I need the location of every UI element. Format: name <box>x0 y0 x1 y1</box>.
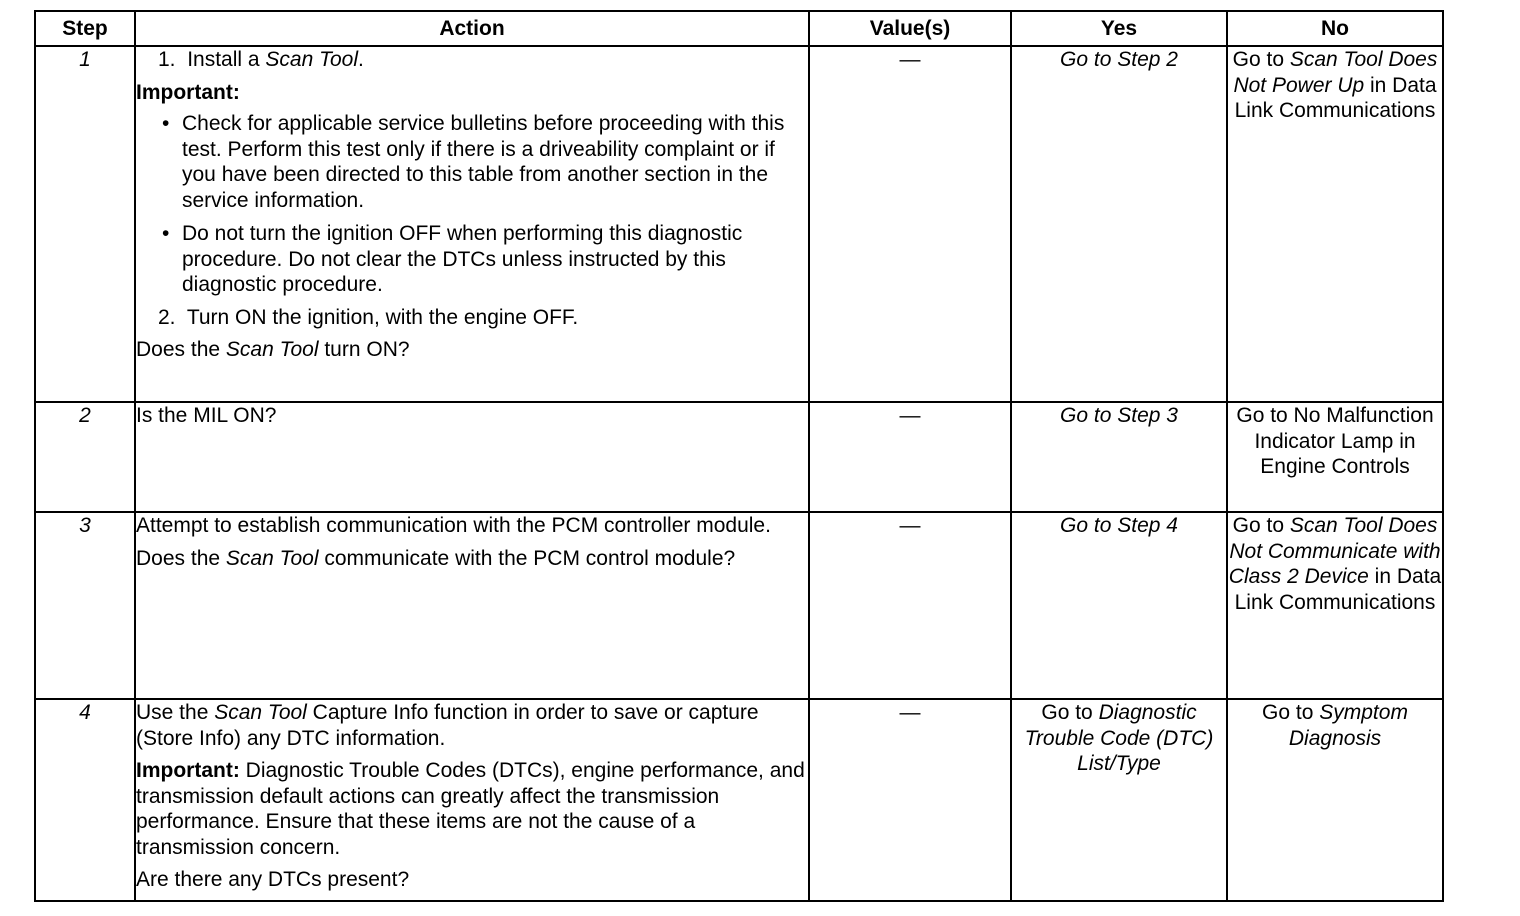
value-cell: — <box>809 699 1011 901</box>
yes-cell: Go to Step 4 <box>1011 512 1227 699</box>
important-label: Important: <box>136 759 240 782</box>
header-values: Value(s) <box>809 11 1011 46</box>
yes-cell: Go to Step 3 <box>1011 402 1227 512</box>
step-number: 1 <box>35 46 135 402</box>
important-list <box>136 111 808 298</box>
action-question: Does the Scan Tool turn ON? <box>136 338 410 361</box>
yes-cell: Go to Diagnostic Trouble Code (DTC) List/Type <box>1011 699 1227 901</box>
action-cell <box>135 402 809 512</box>
header-step: Step <box>35 11 135 46</box>
bullet-icon: • <box>162 112 170 135</box>
no-cell: Go to Scan Tool Does Not Power Up in Data Link Communications <box>1227 46 1443 402</box>
table-row-step-2 <box>35 402 1443 512</box>
no-cell: Go to No Malfunction Indicator Lamp in Engine Controls <box>1227 402 1443 512</box>
action-question: Are there any DTCs present? <box>136 868 410 891</box>
no-cell: Go to Scan Tool Does Not Communicate with Class 2 Device in Data Link Communications <box>1227 512 1443 699</box>
important-label: Important: <box>136 80 240 104</box>
table-row-step-1 <box>35 46 1443 402</box>
value-cell: — <box>809 512 1011 699</box>
table-row-step-3 <box>35 512 1443 699</box>
header-no: No <box>1227 11 1443 46</box>
table-row-step-4 <box>35 699 1443 901</box>
list-item: • Check for applicable service bulletins before proceeding with this test. Perform this test only if there is a driveability complaint or if you have been directed to this table from another section in the service information. <box>162 112 785 212</box>
step-number: 4 <box>35 699 135 901</box>
bullet-icon: • <box>162 222 170 245</box>
diagnostic-table <box>34 10 1444 902</box>
action-item-1: 1. Install a Scan Tool. <box>158 48 364 71</box>
step-number: 3 <box>35 512 135 699</box>
action-item-2: 2. Turn ON the ignition, with the engine OFF. <box>158 305 579 329</box>
action-cell <box>135 512 809 699</box>
value-cell: — <box>809 402 1011 512</box>
action-question: Does the Scan Tool communicate with the PCM control module? <box>136 546 736 570</box>
header-row <box>35 11 1443 46</box>
value-cell: — <box>809 46 1011 402</box>
no-cell: Go to Symptom Diagnosis <box>1227 699 1443 901</box>
header-yes: Yes <box>1011 11 1227 46</box>
yes-cell: Go to Step 2 <box>1011 46 1227 402</box>
action-question: Is the MIL ON? <box>136 404 277 427</box>
action-text: Use the Scan Tool Capture Info function in order to save or capture (Store Info) any DTC information. <box>136 701 759 750</box>
step-number: 2 <box>35 402 135 512</box>
action-text: Attempt to establish communication with the PCM controller module. <box>136 514 771 537</box>
list-item: • Do not turn the ignition OFF when performing this diagnostic procedure. Do not clear the DTCs unless instructed by this diagnostic procedure. <box>162 222 743 296</box>
header-action: Action <box>135 11 809 46</box>
important-note: Important: Diagnostic Trouble Codes (DTCs), engine performance, and transmission default actions can greatly affect the transmission performance. Ensure that these items are not the cause of a transmission concern. <box>136 759 805 859</box>
action-cell <box>135 699 809 901</box>
action-cell <box>135 46 809 402</box>
